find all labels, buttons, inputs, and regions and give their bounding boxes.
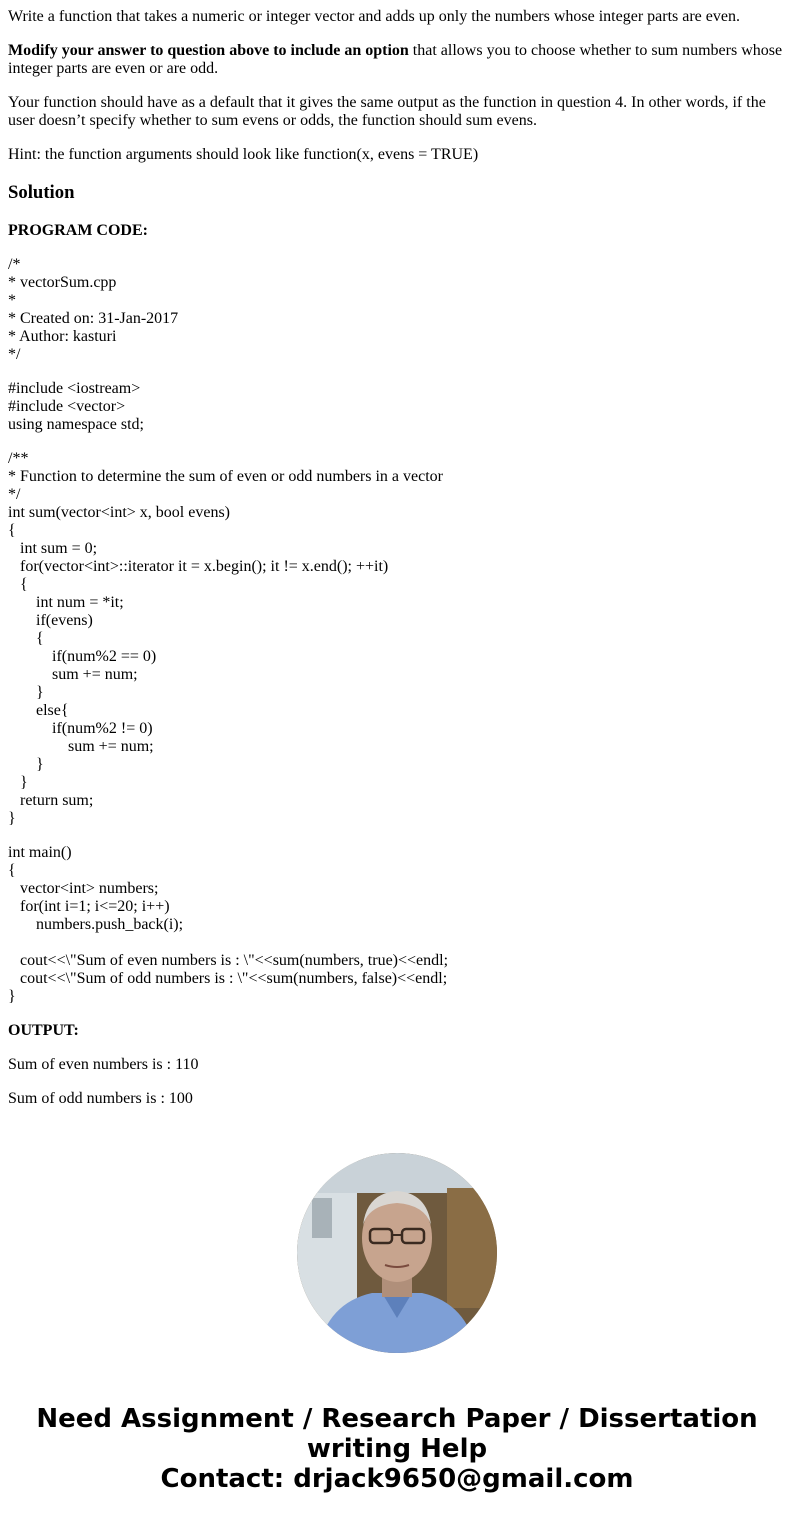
- question-paragraph-2-bold: Modify your answer to question above to include an option: [8, 42, 409, 59]
- code-line: if(num%2 != 0): [8, 720, 153, 737]
- code-line: sum += num;: [8, 666, 138, 683]
- banner-line-1: Need Assignment / Research Paper / Dissertation: [36, 1404, 758, 1434]
- code-line: using namespace std;: [8, 416, 144, 433]
- code-line: }: [8, 774, 28, 791]
- code-line: /*: [8, 256, 21, 273]
- code-line: int sum(vector<int> x, bool evens): [8, 504, 231, 521]
- code-line: }: [8, 684, 44, 701]
- author-portrait-image: [297, 1153, 497, 1353]
- code-line: sum += num;: [8, 738, 154, 755]
- code-line: }: [8, 756, 44, 773]
- code-line: #include <iostream>: [8, 380, 141, 397]
- code-line: for(int i=1; i<=20; i++): [8, 898, 170, 915]
- code-line: * Function to determine the sum of even or odd numbers in a vector: [8, 468, 444, 485]
- banner-contact-email: Contact: drjack9650@gmail.com: [160, 1464, 634, 1494]
- code-line: */: [8, 346, 21, 363]
- code-line: }: [8, 810, 16, 827]
- code-line: if(num%2 == 0): [8, 648, 157, 665]
- code-line: {: [8, 522, 16, 539]
- banner-line-2: writing Help: [306, 1434, 488, 1464]
- code-line: * Author: kasturi: [8, 328, 117, 345]
- program-code: [8, 256, 786, 1006]
- code-line: #include <vector>: [8, 398, 126, 415]
- code-line: */: [8, 486, 21, 503]
- output-line: Sum of odd numbers is : 100: [8, 1090, 193, 1107]
- question-paragraph-2: [8, 42, 786, 78]
- program-code-label: PROGRAM CODE:: [8, 222, 148, 239]
- question-paragraph-1: Write a function that takes a numeric or integer vector and adds up only the numbers whose integer parts are even.: [8, 8, 740, 25]
- code-line: * Created on: 31-Jan-2017: [8, 310, 179, 327]
- code-line: /**: [8, 450, 29, 467]
- code-line: }: [8, 988, 16, 1005]
- code-line: * vectorSum.cpp: [8, 274, 117, 291]
- code-block: [8, 450, 786, 828]
- code-line: else{: [8, 702, 69, 719]
- code-line: for(vector<int>::iterator it = x.begin(); it != x.end(); ++it): [8, 558, 389, 575]
- code-line: int main(): [8, 844, 72, 861]
- code-line: int num = *it;: [8, 594, 124, 611]
- code-line: int sum = 0;: [8, 540, 98, 557]
- code-line: if(evens): [8, 612, 93, 629]
- code-block: [8, 844, 786, 1006]
- contact-banner: [0, 1404, 794, 1494]
- code-line: cout<<\"Sum of odd numbers is : \"<<sum(numbers, false)<<endl;: [8, 970, 448, 987]
- code-block: [8, 380, 786, 434]
- code-line: {: [8, 576, 28, 593]
- document-body: [8, 8, 786, 1124]
- question-paragraph-2-rest: that allows you to choose whether to sum numbers whose integer parts are even or are odd.: [8, 42, 783, 77]
- code-line: cout<<\"Sum of even numbers is : \"<<sum(numbers, true)<<endl;: [8, 952, 449, 969]
- code-line: return sum;: [8, 792, 94, 809]
- author-photo: [297, 1153, 497, 1353]
- question-paragraph-3: Your function should have as a default that it gives the same output as the function in question 4. In other words, if the user doesn’t specify whether to sum evens or odds, the function should sum evens.: [8, 94, 766, 129]
- code-line: vector<int> numbers;: [8, 880, 159, 897]
- code-line: [8, 934, 786, 952]
- output-line: Sum of even numbers is : 110: [8, 1056, 199, 1073]
- solution-heading: Solution: [8, 182, 75, 203]
- code-block: [8, 256, 786, 364]
- output-label: OUTPUT:: [8, 1022, 79, 1039]
- code-line: *: [8, 292, 16, 309]
- question-hint: Hint: the function arguments should look like function(x, evens = TRUE): [8, 146, 479, 163]
- code-line: {: [8, 862, 16, 879]
- program-output: [8, 1056, 786, 1108]
- code-line: {: [8, 630, 44, 647]
- code-line: numbers.push_back(i);: [8, 916, 184, 933]
